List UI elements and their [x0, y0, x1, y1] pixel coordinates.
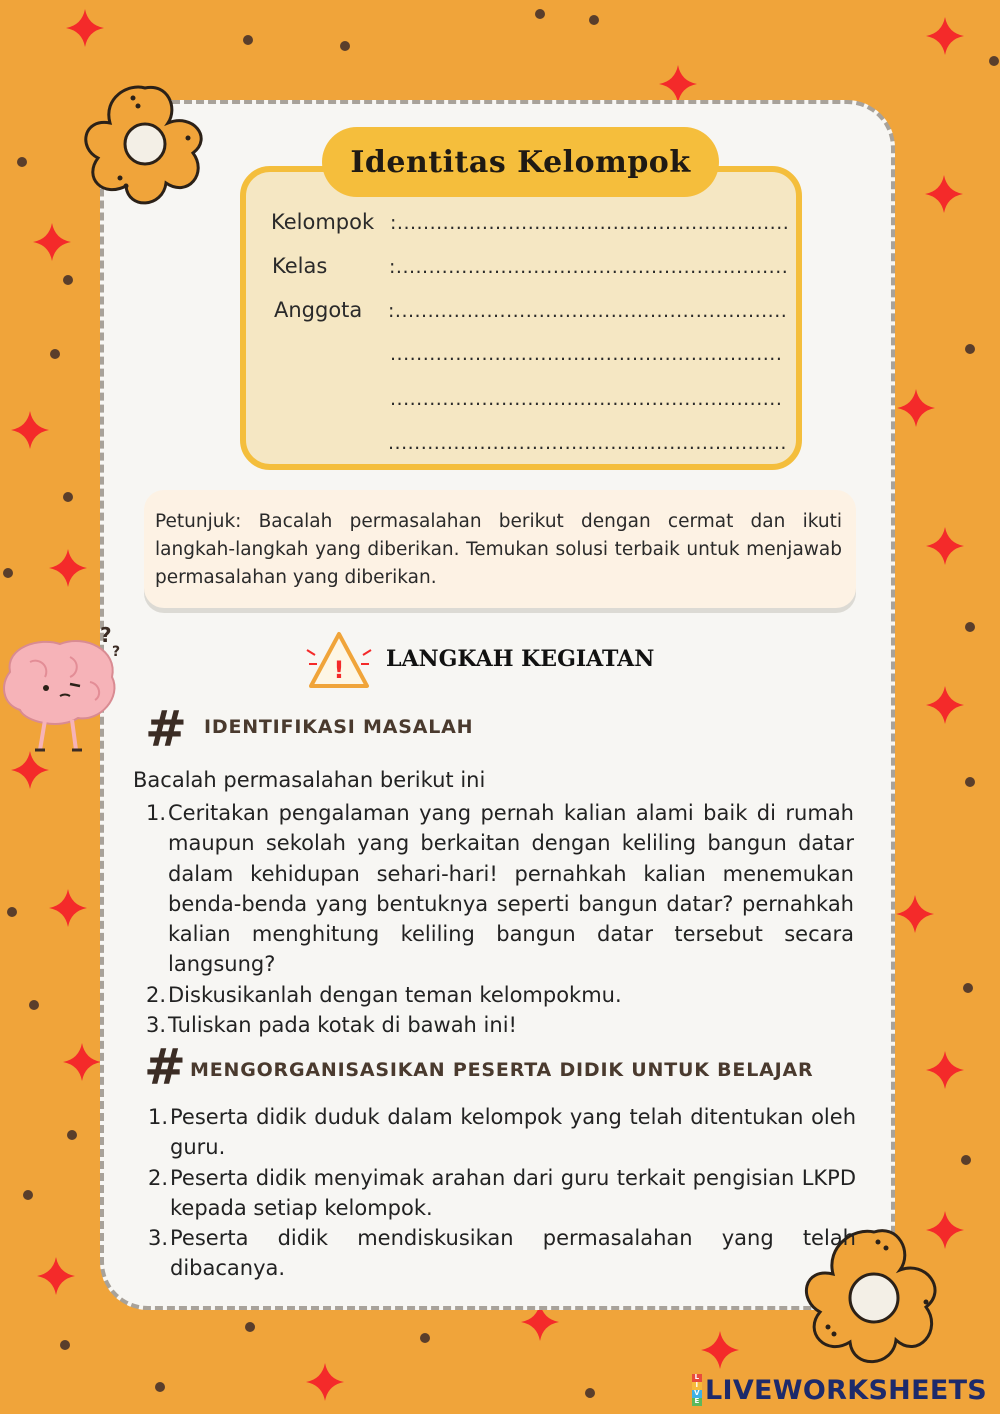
problem-list	[146, 798, 854, 1040]
list-number: 1.	[146, 801, 167, 825]
activity-title: LANGKAH KEGIATAN	[386, 646, 655, 672]
list-text: Peserta didik menyimak arahan dari guru terkait pengisian LKPD kepada setiap kelompok.	[170, 1165, 856, 1220]
liveworksheets-logo-icon: L I V E	[692, 1374, 702, 1406]
list-text: Ceritakan pengalaman yang pernah kalian alami baik di rumah maupun sekolah yang berkaitan dengan keliling bangun datar dalam kehidupan sehari-hari! pernahkah kalian menemukan benda-benda yang bentuknya seperti bangun datar? pernahkah kalian menghitung keliling bangun datar tersebut secara langsung?	[168, 801, 854, 977]
identity-title: Identitas Kelompok	[322, 127, 719, 197]
organization-list	[148, 1102, 856, 1284]
list-item	[148, 1223, 856, 1284]
warning-icon	[305, 630, 373, 692]
hash-icon: #	[145, 699, 187, 758]
warning-symbol: !	[333, 656, 345, 684]
list-number: 3.	[148, 1226, 169, 1251]
list-text: Peserta didik mendiskusikan permasalahan yang telah dibacanya.	[170, 1226, 856, 1281]
hash-icon: #	[144, 1037, 186, 1096]
list-text: Peserta didik duduk dalam kelompok yang telah ditentukan oleh guru.	[170, 1105, 856, 1160]
identity-label: Kelompok	[271, 210, 375, 234]
list-item	[148, 1102, 856, 1163]
identity-fill-field[interactable]: ............................................................	[390, 343, 783, 365]
section-intro: Bacalah permasalahan berikut ini	[133, 768, 486, 792]
list-text: Tuliskan pada kotak di bawah ini!	[168, 1013, 517, 1038]
identity-fill-field[interactable]: .............................................................	[388, 432, 787, 454]
list-item	[146, 1010, 854, 1040]
list-number: 2.	[146, 982, 167, 1007]
list-number: 1.	[148, 1105, 169, 1129]
list-item	[146, 980, 854, 1010]
identity-label: Anggota	[274, 298, 363, 322]
identity-fill-field[interactable]: :............................................................	[390, 212, 790, 234]
identity-fill-field[interactable]: ............................................................	[390, 388, 783, 410]
flower-icon	[78, 78, 213, 210]
identity-fill-field[interactable]: :............................................................	[389, 256, 789, 278]
svg-text:?: ?	[100, 623, 112, 647]
section-title-mengorganisasikan: MENGORGANISASIKAN PESERTA DIDIK UNTUK BELAJAR	[190, 1059, 814, 1081]
svg-text:?: ?	[112, 644, 121, 660]
list-text: Diskusikanlah dengan teman kelompokmu.	[168, 982, 622, 1007]
identity-fill-field[interactable]: :............................................................	[388, 300, 788, 322]
section-title-identifikasi: IDENTIFIKASI MASALAH	[204, 716, 474, 738]
list-number: 2.	[148, 1165, 169, 1190]
list-item	[148, 1163, 856, 1224]
liveworksheets-watermark[interactable]	[692, 1374, 987, 1406]
instructions-box: Petunjuk: Bacalah permasalahan berikut dengan cermat dan ikuti langkah-langkah yang diberikan. Temukan solusi terbaik untuk menjawab permasalahan yang diberikan.	[144, 490, 856, 608]
list-number: 3.	[146, 1013, 167, 1038]
brain-character-icon	[0, 622, 130, 757]
list-item	[146, 798, 854, 980]
watermark-text: LIVEWORKSHEETS	[705, 1374, 988, 1406]
identity-label: Kelas	[272, 254, 328, 278]
